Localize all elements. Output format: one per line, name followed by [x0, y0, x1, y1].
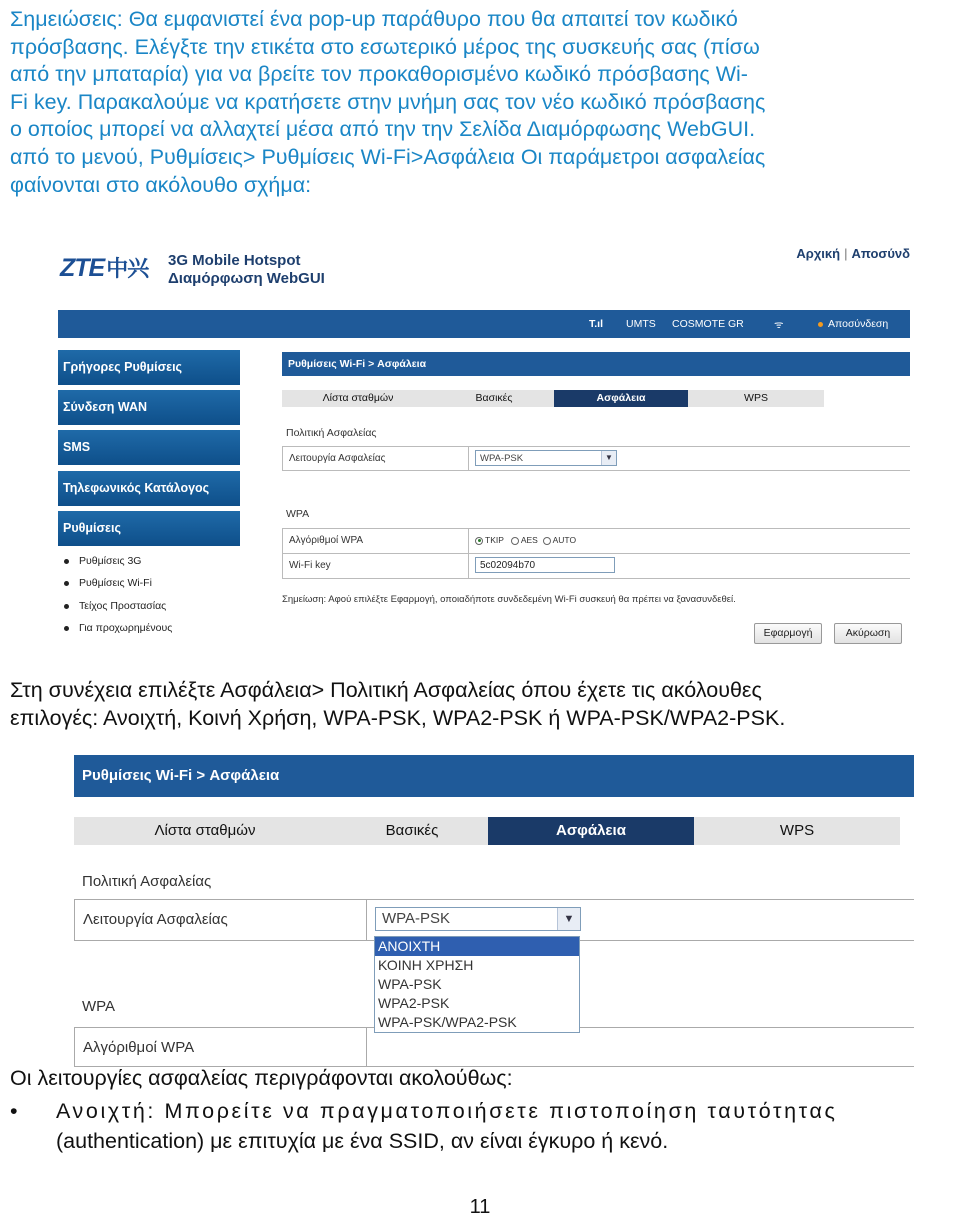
security-policy-heading: Πολιτική Ασφαλείας [286, 427, 377, 439]
paragraph-options [10, 676, 955, 732]
logo-text: ZTE [60, 254, 105, 282]
wpa-algorithms-row [282, 528, 910, 554]
webgui-screenshot [58, 238, 910, 646]
bullet-line-2: (authentication) με επιτυχία με ένα SSID, αν είναι έγκυρο ή κενό. [56, 1129, 669, 1153]
disconnect-label: Αποσύνδεση [828, 318, 889, 330]
wpa-heading: WPA [286, 508, 310, 520]
security-mode-label: Λειτουργία Ασφαλείας [75, 900, 367, 940]
tab-security[interactable]: Ασφάλεια [554, 390, 688, 407]
chevron-down-icon: ▼ [557, 908, 580, 930]
tab-wps[interactable]: WPS [694, 817, 900, 845]
tab-wps[interactable]: WPS [688, 390, 824, 407]
security-mode-row [282, 446, 910, 471]
paragraph-line: επιλογές: Ανοιχτή, Κοινή Χρήση, WPA-PSK, WPA2-PSK ή WPA-PSK/WPA2-PSK. [10, 706, 786, 730]
note-paragraph [10, 6, 955, 199]
sidebar-item-settings[interactable]: Ρυθμίσεις [58, 511, 240, 546]
auto-label: AUTO [552, 535, 577, 545]
submenu-label: Για προχωρημένους [79, 622, 173, 634]
security-dropdown-screenshot [74, 755, 914, 1056]
bullet-icon [64, 581, 69, 586]
title-line-1: 3G Mobile Hotspot [168, 252, 301, 269]
aes-radio[interactable] [511, 537, 519, 545]
aes-label: AES [520, 535, 538, 545]
dropdown-option-wpa-wpa2-psk[interactable]: WPA-PSK/WPA2-PSK [378, 1014, 517, 1030]
security-mode-row [74, 899, 914, 941]
apply-note: Σημείωση: Αφού επιλέξτε Εφαρμογή, οποιαδήποτε συνδεδεμένη Wi-Fi συσκευή θα πρέπει να ξανασυνδεθεί. [282, 594, 736, 605]
apply-button[interactable]: Εφαρμογή [754, 623, 822, 644]
status-bar [58, 310, 910, 338]
security-mode-select[interactable] [375, 907, 581, 931]
disconnect-link[interactable] [818, 318, 888, 330]
wifi-icon: ᯤ [774, 319, 784, 331]
submenu-item-firewall[interactable] [64, 600, 166, 612]
tab-station-list[interactable]: Λίστα σταθμών [74, 817, 336, 845]
submenu-label: Ρυθμίσεις 3G [79, 555, 142, 567]
signal-icon: T.ıl [589, 318, 604, 330]
zte-logo [60, 252, 148, 282]
bullet-icon [64, 559, 69, 564]
logo-cn-text: 中兴 [106, 257, 149, 282]
paragraph-line: Στη συνέχεια επιλέξτε Ασφάλεια> Πολιτική Ασφαλείας όπου έχετε τις ακόλουθες [10, 678, 762, 702]
submenu-label: Τείχος Προστασίας [79, 600, 167, 612]
status-dot-icon [818, 322, 823, 327]
home-link[interactable]: Αρχική [796, 246, 841, 261]
submenu-item-wifi[interactable] [64, 577, 152, 589]
submenu-item-3g[interactable] [64, 555, 141, 567]
bullet-line-1: Ανοιχτή: Μπορείτε να πραγματοποιήσετε πιστοποίηση ταυτότητας [56, 1099, 838, 1123]
webgui-header [58, 238, 910, 310]
link-separator: | [844, 246, 848, 261]
dropdown-option-wpa2-psk[interactable]: WPA2-PSK [378, 995, 450, 1011]
select-value: WPA-PSK [480, 453, 524, 464]
tab-basic[interactable]: Βασικές [336, 817, 488, 845]
submenu-item-advanced[interactable] [64, 622, 172, 634]
page-number: 11 [469, 1196, 491, 1218]
panel-title: Ρυθμίσεις Wi-Fi > Ασφάλεια [282, 352, 910, 376]
sidebar-item-quick-settings[interactable]: Γρήγορες Ρυθμίσεις [58, 350, 240, 385]
select-value: WPA-PSK [382, 910, 451, 927]
note-line: ο οποίος μπορεί να αλλαχτεί μέσα από την την Σελίδα Διαμόρφωσης WebGUI. [10, 117, 756, 142]
wifi-key-row [282, 553, 910, 579]
operator-name: COSMOTE GR [672, 318, 744, 330]
note-line: φαίνονται στο ακόλουθο σχήμα: [10, 172, 312, 197]
tab-basic[interactable]: Βασικές [434, 390, 554, 407]
dropdown-option-shared[interactable]: ΚΟΙΝΗ ΧΡΗΣΗ [378, 957, 474, 973]
network-type: UMTS [626, 318, 656, 330]
bullet-icon [64, 604, 69, 609]
note-line: Σημειώσεις: Θα εμφανιστεί ένα pop-up παράθυρο που θα απαιτεί τον κωδικό [10, 7, 738, 31]
security-mode-label: Λειτουργία Ασφαλείας [283, 447, 469, 470]
cancel-button[interactable]: Ακύρωση [834, 623, 902, 644]
bullet-marker: • [10, 1099, 18, 1123]
tkip-label: TKIP [485, 535, 504, 545]
tkip-radio[interactable] [475, 537, 483, 545]
note-line: από την μπαταρία) για να βρείτε τον προκαθορισμένο κωδικό πρόσβασης Wi- [10, 62, 748, 87]
paragraph-modes-intro: Οι λειτουργίες ασφαλείας περιγράφονται ακολούθως: [10, 1066, 513, 1090]
bullet-open-mode [10, 1096, 955, 1156]
tab-security[interactable]: Ασφάλεια [488, 817, 694, 845]
sidebar-item-phonebook[interactable]: Τηλεφωνικός Κατάλογος [58, 471, 240, 506]
security-mode-select[interactable] [475, 450, 617, 466]
dropdown-option-wpa-psk[interactable]: WPA-PSK [378, 976, 442, 992]
submenu-label: Ρυθμίσεις Wi-Fi [79, 577, 152, 589]
note-line: Fi key. Παρακαλούμε να κρατήσετε στην μνήμη σας τον νέο κωδικό πρόσβασης [10, 89, 766, 114]
tab-station-list[interactable]: Λίστα σταθμών [282, 390, 434, 407]
wpa-heading: WPA [82, 998, 116, 1015]
chevron-down-icon: ▼ [601, 451, 616, 465]
panel-title: Ρυθμίσεις Wi-Fi > Ασφάλεια [74, 755, 914, 797]
logout-link[interactable]: Αποσύνδ [851, 246, 910, 261]
sidebar-item-wan[interactable]: Σύνδεση WAN [58, 390, 240, 425]
note-line: πρόσβασης. Ελέγξτε την ετικέτα στο εσωτερικό μέρος της συσκευής σας (πίσω [10, 34, 760, 59]
security-mode-dropdown [374, 936, 580, 1033]
note-line: από το μενού, Ρυθμίσεις> Ρυθμίσεις Wi-Fi>Ασφάλεια Οι παράμετροι ασφαλείας [10, 144, 766, 169]
wpa-algorithms-radios [475, 535, 576, 545]
webgui-title [168, 252, 325, 288]
wifi-key-label: Wi-Fi key [283, 554, 469, 578]
security-policy-heading: Πολιτική Ασφαλείας [82, 873, 212, 890]
sidebar-item-sms[interactable]: SMS [58, 430, 240, 465]
wpa-algorithms-label: Αλγόριθμοί WPA [75, 1028, 367, 1066]
bullet-icon [64, 626, 69, 631]
wifi-key-input[interactable]: 5c02094b70 [475, 557, 615, 573]
top-links [796, 246, 910, 261]
title-line-2: Διαμόρφωση WebGUI [168, 270, 325, 287]
wpa-algorithms-row [74, 1027, 914, 1067]
auto-radio[interactable] [543, 537, 551, 545]
dropdown-option-open[interactable]: ΑΝΟΙΧΤΗ [375, 937, 579, 956]
wpa-algorithms-label: Αλγόριθμοί WPA [283, 529, 469, 553]
